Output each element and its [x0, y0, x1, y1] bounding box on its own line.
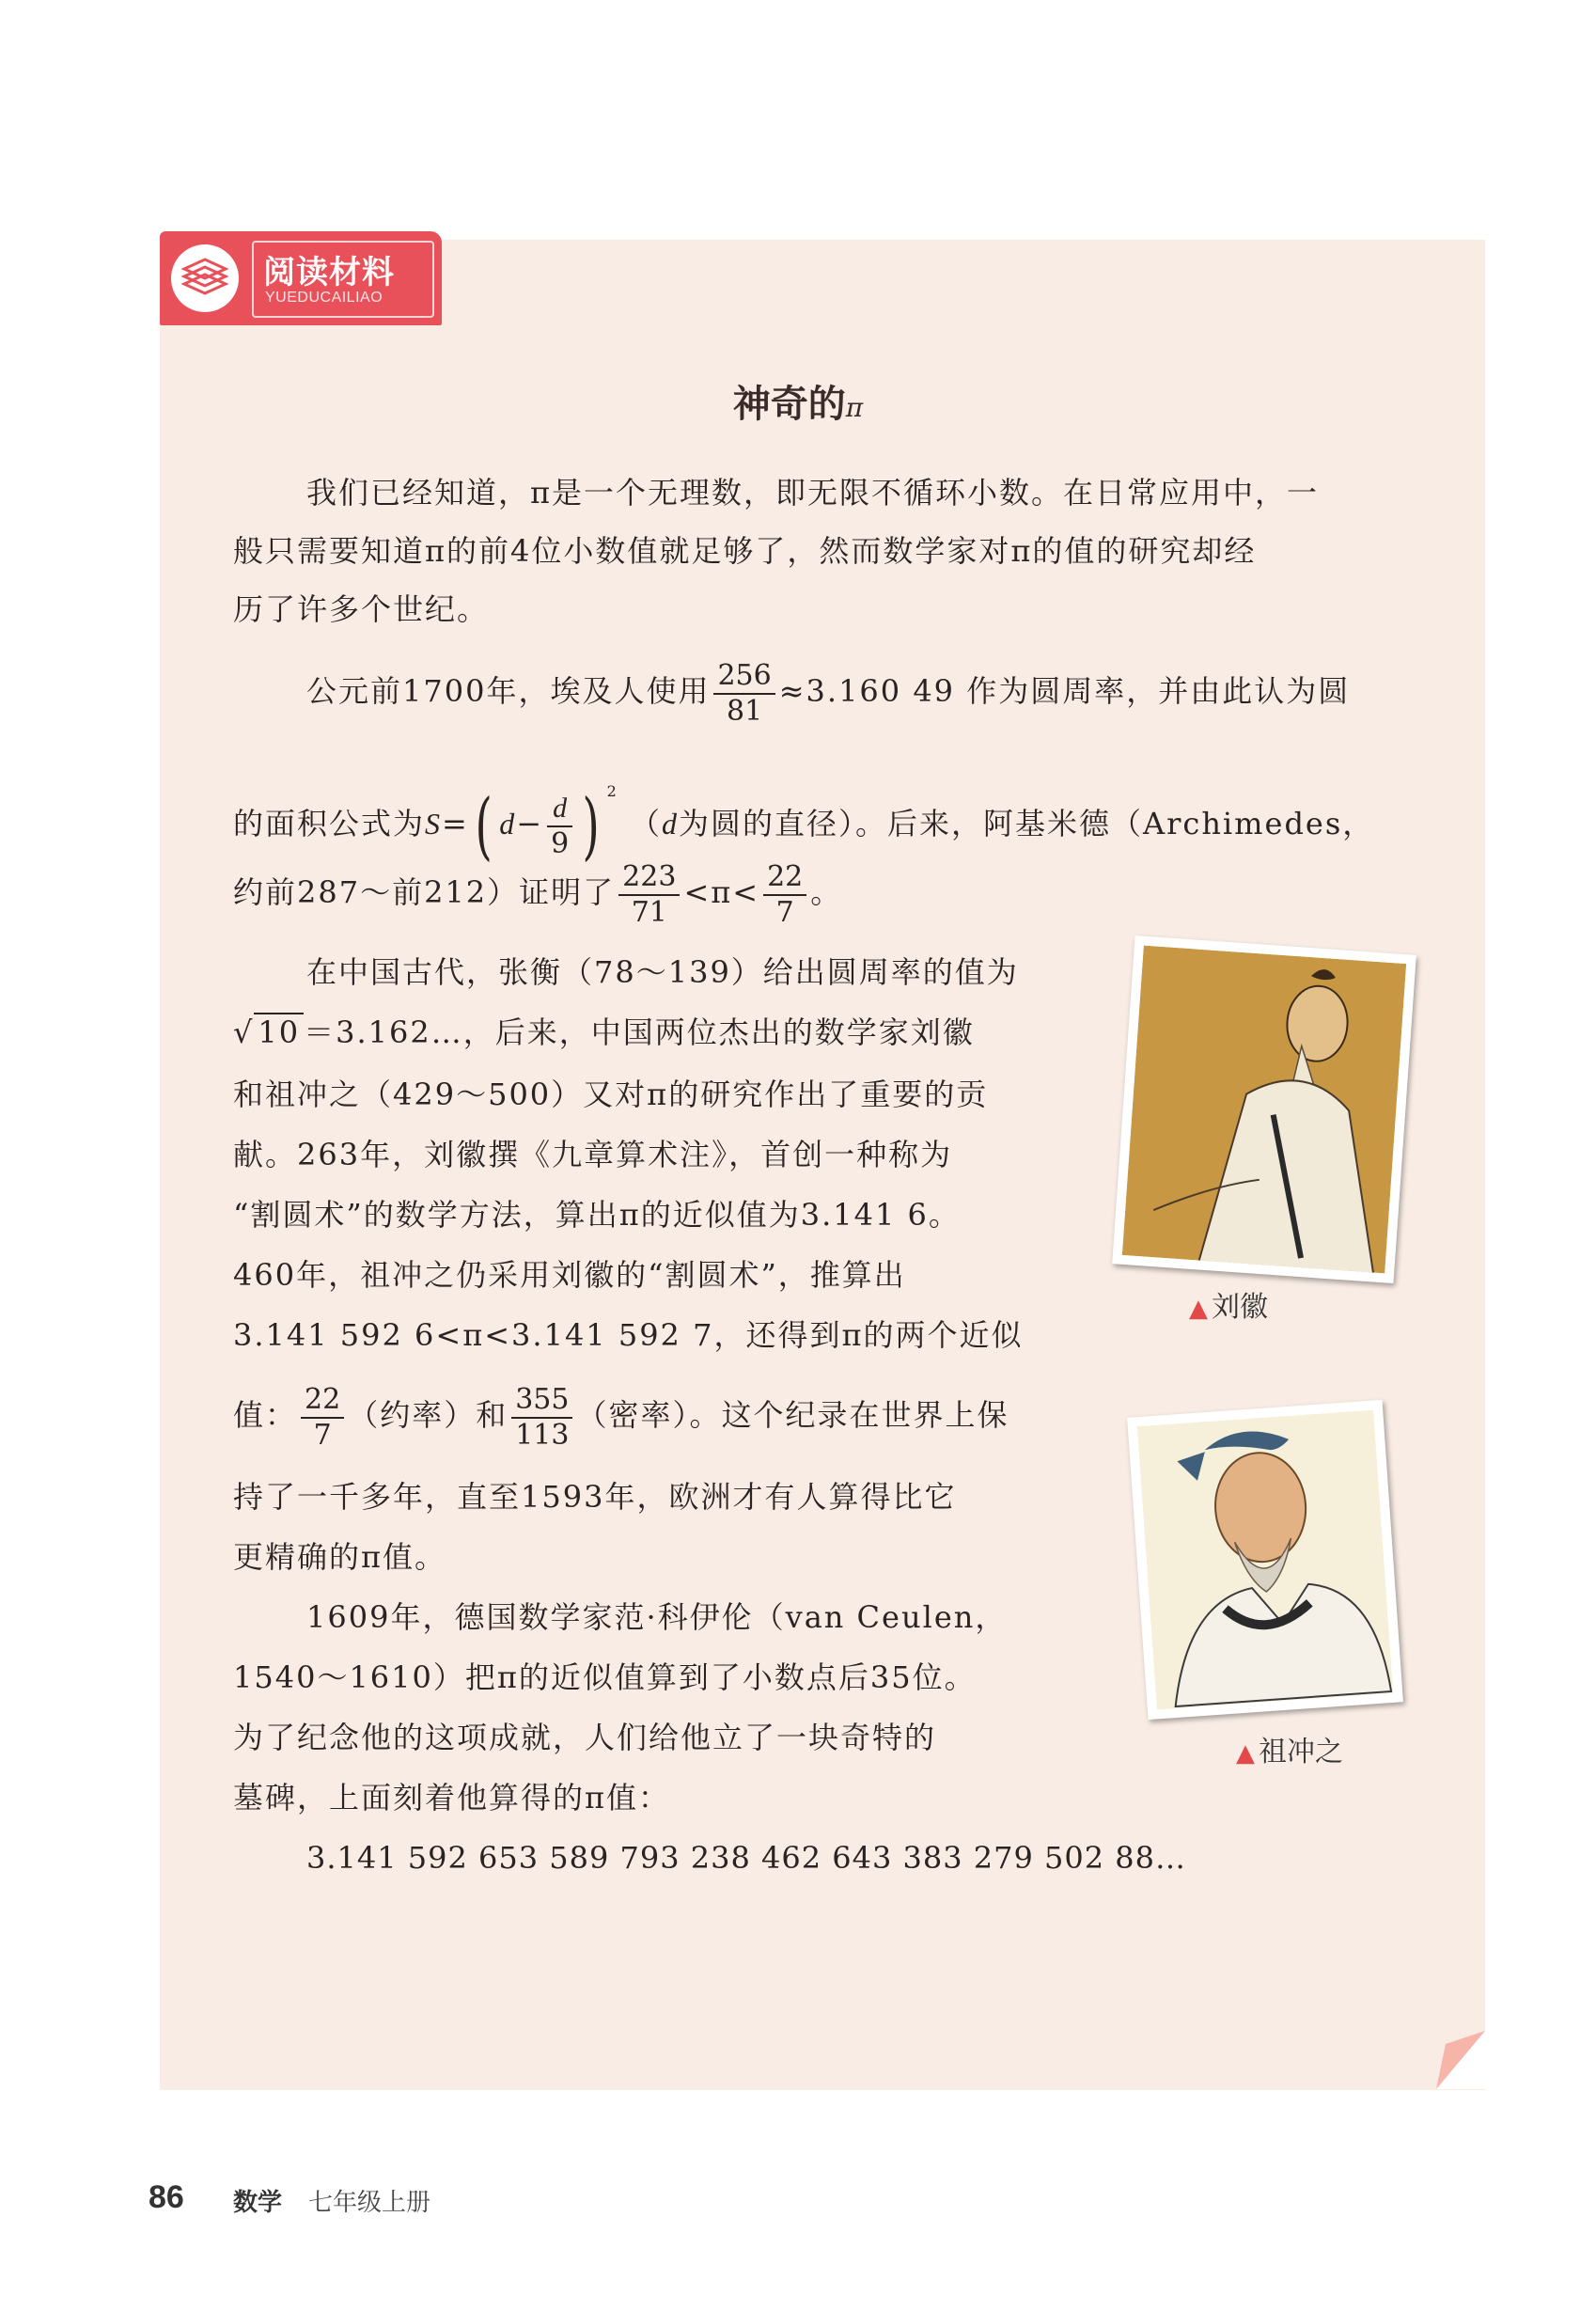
math-var-S: S: [425, 807, 443, 841]
p1-line-3: 历了许多个世纪。: [233, 591, 490, 627]
p3-line-2: [233, 1014, 975, 1051]
footer-grade: 七年级上册: [308, 2189, 431, 2217]
liuhui-portrait-image: [1122, 946, 1406, 1274]
p2-text: 公元前1700年，埃及人使用: [306, 673, 711, 709]
p3-text: （约率）和: [348, 1397, 509, 1433]
fraction-223-71: [618, 860, 680, 930]
article-title-text: 神奇的: [732, 382, 846, 426]
badge-title: 阅读材料: [263, 254, 395, 291]
math-minus: −: [516, 806, 544, 841]
p1-line-1: 我们已经知道，π是一个无理数，即无限不循环小数。在日常应用中，一: [306, 475, 1320, 511]
fraction-numerator: 22: [301, 1383, 344, 1419]
exponent: 2: [606, 782, 618, 800]
p3-line-1: 在中国古代，张衡（78～139）给出圆周率的值为: [306, 954, 1019, 990]
math-var-d: d: [499, 807, 517, 841]
fraction-denominator: 113: [515, 1418, 570, 1452]
p4-line-4: 墓碑，上面刻着他算得的π值：: [233, 1780, 671, 1816]
zuchongzhi-caption: [1236, 1728, 1343, 1769]
fraction-numerator: 256: [713, 659, 775, 695]
left-paren: (: [475, 783, 493, 869]
p3-line-8: [233, 1373, 1009, 1457]
p3-text: 值：: [233, 1397, 298, 1433]
page-number: 86: [149, 2179, 184, 2215]
fraction-numerator: 22: [763, 860, 806, 896]
page-corner-fold: [1436, 2031, 1485, 2089]
p2-text: 的面积公式为: [233, 806, 426, 841]
liuhui-portrait: [1112, 935, 1416, 1283]
footer-subject: 数学: [233, 2189, 283, 2217]
liuhui-caption-text: 刘徽: [1212, 1291, 1268, 1324]
fraction-denominator: 71: [631, 895, 667, 929]
fraction-355-113: [511, 1383, 572, 1453]
fraction-denominator: 7: [775, 895, 794, 929]
p2-text: （: [629, 806, 662, 841]
liuhui-caption: [1189, 1283, 1268, 1325]
p2-text: 为圆的直径）。后来，阿基米德（Archimedes，: [678, 806, 1375, 841]
p4-line-1: 1609年，德国数学家范·科伊伦（van Ceulen，: [306, 1599, 1008, 1635]
p3-line-4: 献。263年，刘徽撰《九章算术注》，首创一种称为: [233, 1137, 953, 1172]
books-icon: [171, 244, 239, 312]
zuchongzhi-caption-text: 祖冲之: [1259, 1736, 1343, 1769]
p2-line-1: [306, 649, 1350, 733]
p3-line-10: 更精确的π值。: [233, 1539, 447, 1575]
math-var-d: d: [661, 807, 679, 841]
fraction-numerator: 355: [511, 1383, 572, 1419]
p4-line-3: 为了纪念他的这项成就，人们给他立了一块奇特的: [233, 1720, 937, 1755]
zuchongzhi-portrait-image: [1137, 1410, 1393, 1710]
p2-line-3: [233, 850, 842, 935]
right-paren: ): [582, 783, 602, 869]
p2-text: ≈3.160 49 作为圆周率，并由此认为圆: [778, 673, 1351, 709]
fraction-22-7: [301, 1383, 344, 1453]
fraction-256-81: [713, 659, 775, 729]
p2-text: 。: [810, 874, 843, 910]
zuchongzhi-portrait: [1127, 1400, 1403, 1720]
p2-text: 约前287～前212）证明了: [233, 874, 616, 910]
reading-material-badge: [160, 231, 447, 329]
p3-line-3: 和祖冲之（429～500）又对π的研究作出了重要的贡: [233, 1077, 989, 1112]
p3-text: （密率）。这个纪录在世界上保: [576, 1397, 1009, 1433]
triangle-marker-icon: ▲: [1236, 1739, 1255, 1768]
article-title-pi: π: [845, 392, 864, 423]
p3-line-7: 3.141 592 6<π<3.141 592 7，还得到π的两个近似: [233, 1317, 1024, 1353]
fraction-denominator: 7: [313, 1418, 332, 1452]
p3-line-5: “割圆术”的数学方法，算出π的近似值为3.141 6。: [233, 1197, 961, 1233]
fraction-numerator: 223: [618, 860, 680, 896]
fraction-denominator: 81: [726, 694, 763, 728]
p3-line-9: 持了一千多年，直至1593年，欧洲才有人算得比它: [233, 1479, 957, 1515]
math-equals: =: [442, 806, 469, 841]
fraction-numerator: d: [547, 792, 572, 827]
article-title: [0, 374, 1596, 428]
fraction-22-7: [763, 860, 806, 930]
p2-line-2: [233, 749, 1375, 869]
p3-line-6: 460年，祖冲之仍采用刘徽的“割圆术”，推算出: [233, 1257, 906, 1293]
fraction-denominator: 9: [551, 826, 570, 860]
p2-text: <π<: [683, 874, 760, 910]
p4-line-2: 1540～1610）把π的近似值算到了小数点后35位。: [233, 1659, 977, 1695]
p4-pi-digits: 3.141 592 653 589 793 238 462 643 383 279 502 88…: [306, 1840, 1186, 1876]
square-root: √ 10: [233, 1014, 304, 1051]
p1-line-2: 般只需要知道π的前4位小数值就足够了，然而数学家对π的值的研究却经: [233, 533, 1257, 569]
triangle-marker-icon: ▲: [1189, 1295, 1208, 1323]
radicand: 10: [254, 1013, 304, 1050]
badge-subtitle: YUEDUCAILIAO: [265, 290, 383, 306]
p3-text: ＝3.162…，后来，中国两位杰出的数学家刘徽: [304, 1014, 975, 1050]
